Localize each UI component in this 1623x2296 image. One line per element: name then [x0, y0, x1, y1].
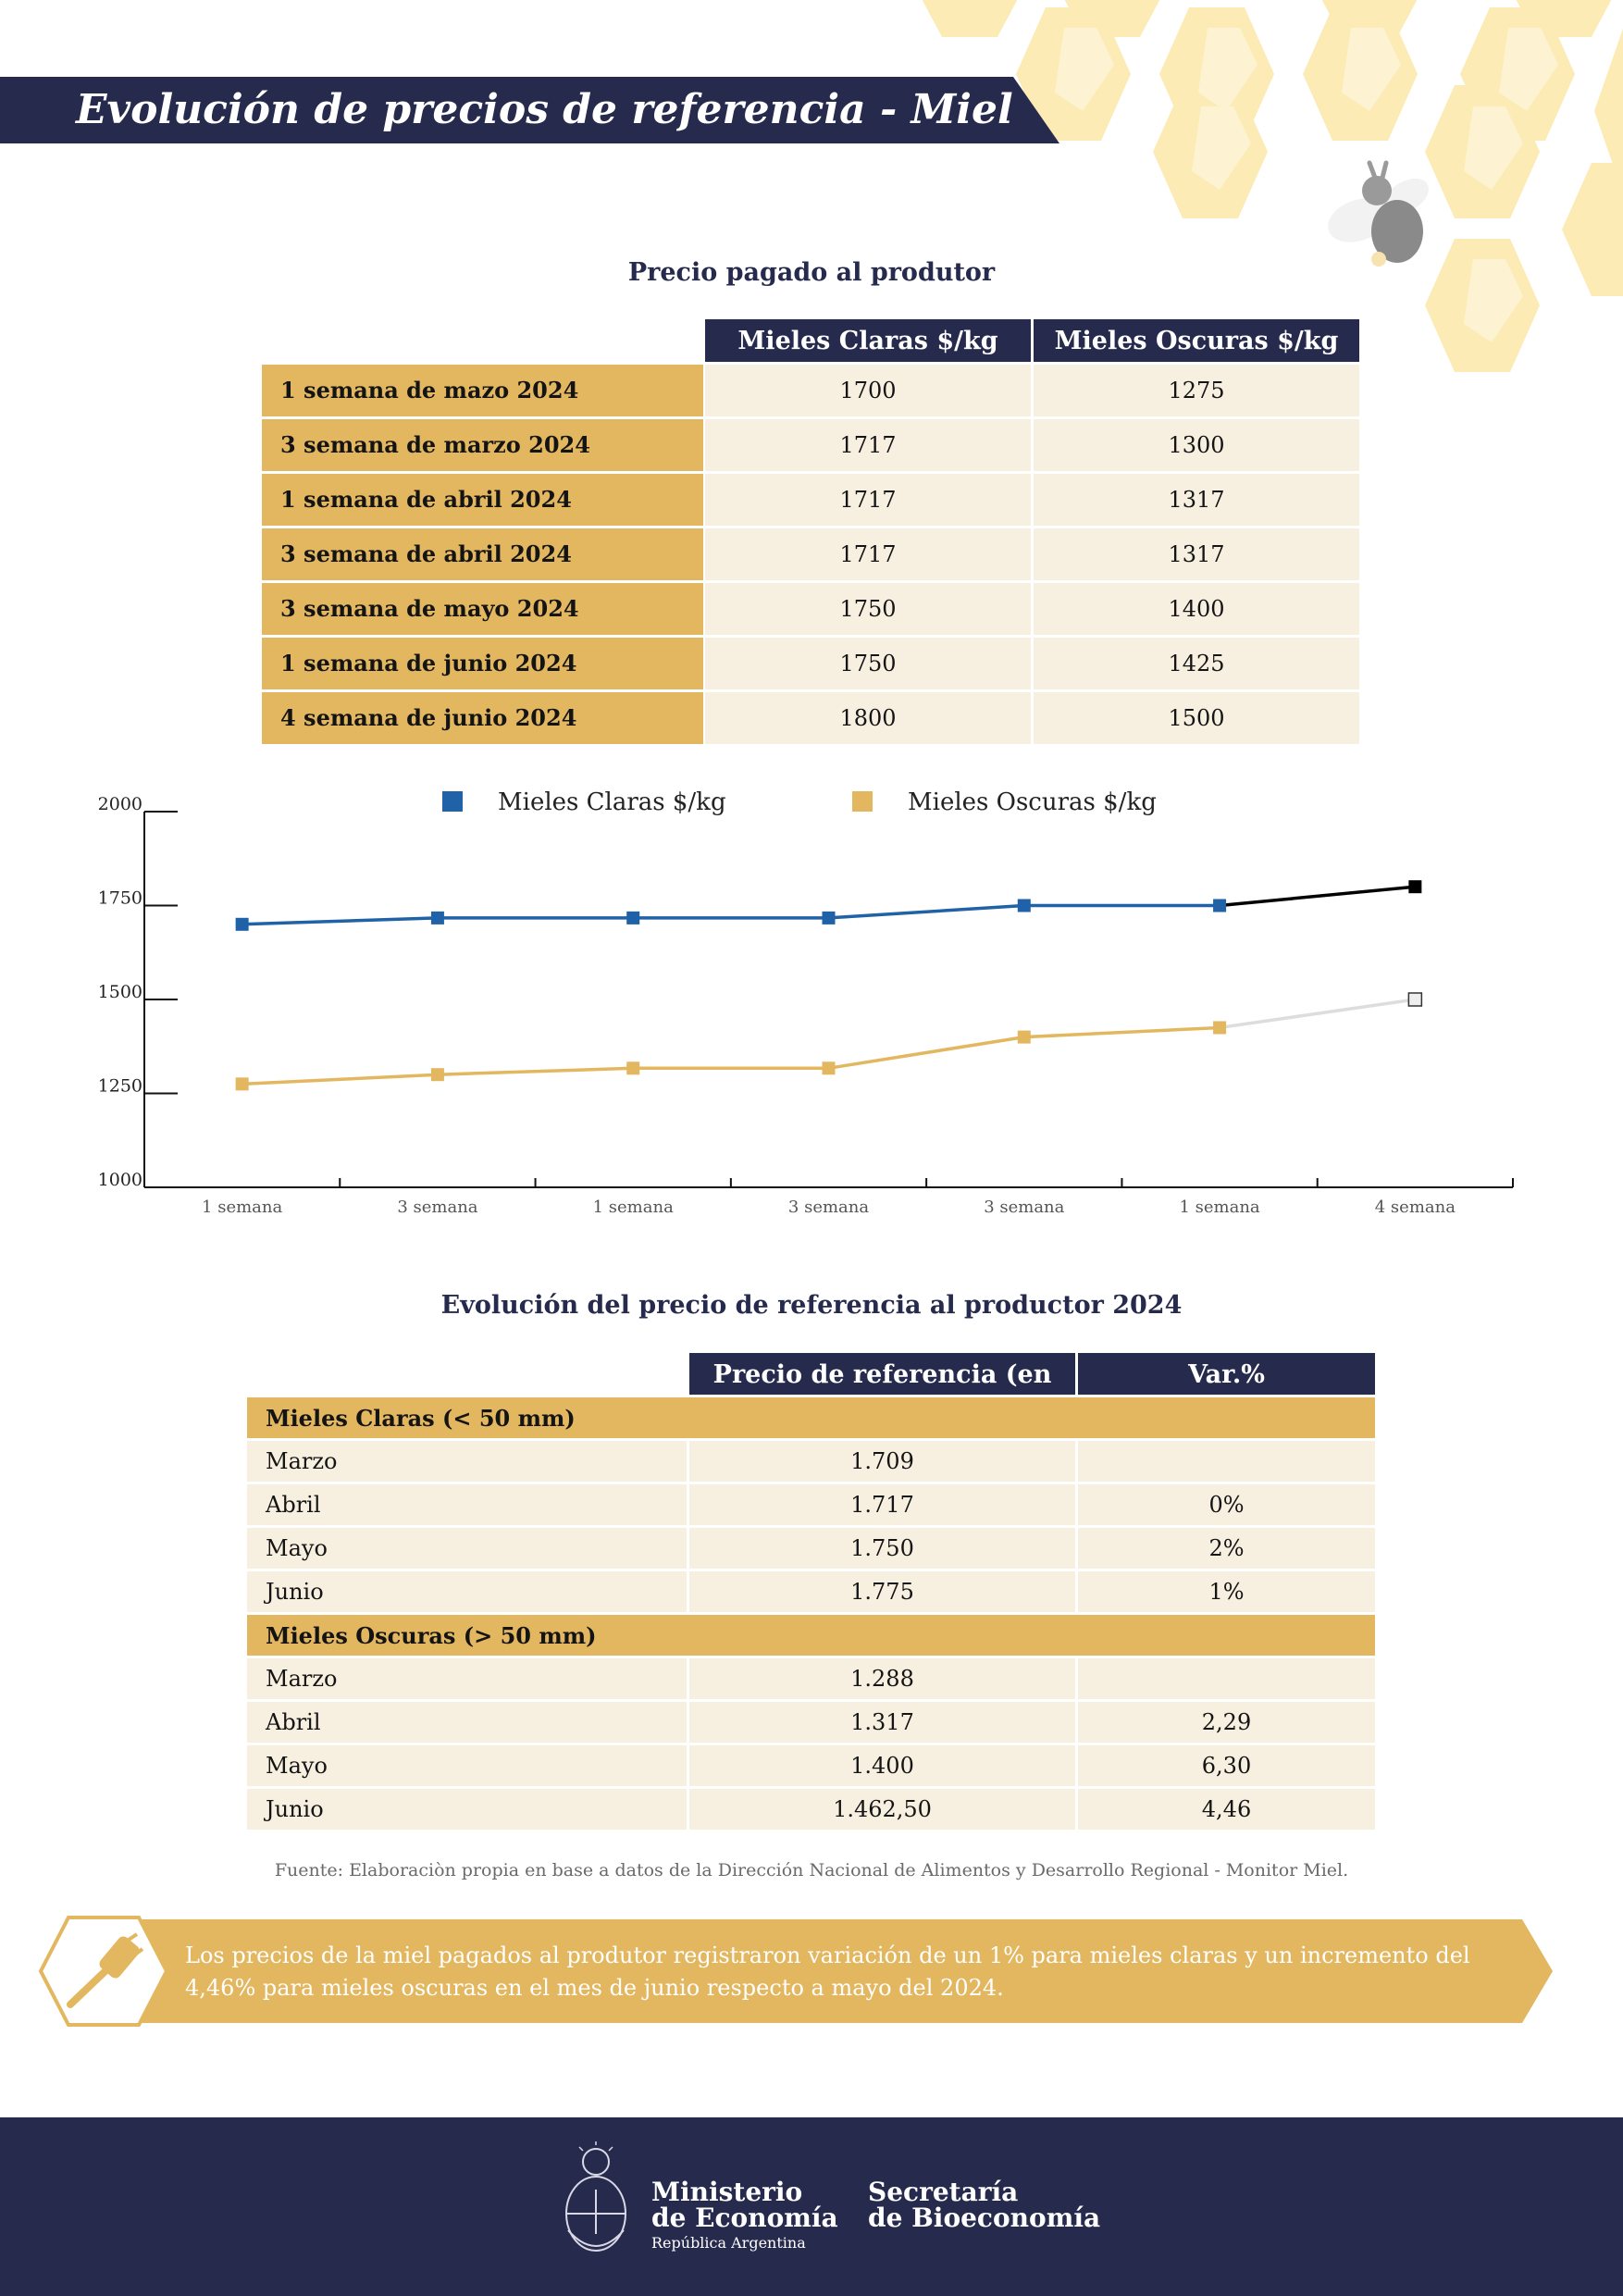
- data-point: [236, 1077, 249, 1090]
- x-tick-label: 3 semana: [984, 1198, 1065, 1217]
- row-label: 1 semana de abril 2024: [262, 474, 703, 526]
- col-header-claras: Mieles Claras $/kg: [705, 319, 1031, 362]
- y-tick-label: 1500: [97, 982, 142, 1002]
- data-point: [431, 912, 444, 925]
- price-cell: 1.775: [689, 1571, 1075, 1612]
- month-cell: Marzo: [247, 1441, 687, 1482]
- cell-claras: 1750: [705, 583, 1031, 635]
- x-tick-label: 3 semana: [787, 1198, 870, 1217]
- month-cell: Junio: [247, 1571, 687, 1612]
- row-label: 1 semana de junio 2024: [262, 638, 703, 689]
- country-name: República Argentina: [651, 2234, 806, 2252]
- row-label: 1 semana de mazo 2024: [262, 365, 703, 416]
- y-tick-label: 1250: [97, 1075, 142, 1097]
- legend-swatch: [852, 791, 873, 812]
- x-tick-label: 1 semana: [1179, 1198, 1260, 1217]
- cell-oscuras: 1317: [1034, 528, 1359, 580]
- data-point: [823, 1061, 836, 1074]
- row-label: 3 semana de marzo 2024: [262, 419, 703, 471]
- series-line: [242, 906, 1220, 925]
- data-point: [1408, 880, 1421, 893]
- cell-oscuras: 1275: [1034, 365, 1359, 416]
- var-cell: [1078, 1658, 1375, 1699]
- cell-oscuras: 1317: [1034, 474, 1359, 526]
- x-tick-label: 1 semana: [592, 1198, 674, 1217]
- col-header-oscuras: Mieles Oscuras $/kg: [1034, 319, 1359, 362]
- month-cell: Marzo: [247, 1658, 687, 1699]
- data-point: [236, 918, 249, 931]
- data-point: [431, 1068, 444, 1081]
- cell-oscuras: 1300: [1034, 419, 1359, 471]
- price-cell: 1.400: [689, 1745, 1075, 1786]
- series-line-final: [1220, 887, 1415, 905]
- data-point: [1018, 900, 1031, 912]
- month-cell: Abril: [247, 1484, 687, 1525]
- price-cell: 1.709: [689, 1441, 1075, 1482]
- data-point: [1018, 1031, 1031, 1044]
- var-cell: 2%: [1078, 1528, 1375, 1569]
- month-cell: Junio: [247, 1789, 687, 1830]
- var-cell: [1078, 1441, 1375, 1482]
- price-cell: 1.717: [689, 1484, 1075, 1525]
- col-header-var: Var.%: [1078, 1353, 1375, 1395]
- legend-label: Mieles Claras $/kg: [498, 788, 726, 816]
- row-label: 3 semana de mayo 2024: [262, 583, 703, 635]
- data-point: [1213, 1021, 1226, 1034]
- data-point: [1213, 900, 1226, 912]
- cell-claras: 1717: [705, 419, 1031, 471]
- y-tick-label: 2000: [97, 794, 142, 814]
- ministry-line-2: de Economía: [651, 2203, 838, 2233]
- group-header-claras: Mieles Claras (< 50 mm): [247, 1397, 1375, 1438]
- month-cell: Mayo: [247, 1745, 687, 1786]
- data-point: [823, 912, 836, 925]
- x-tick-label: 3 semana: [397, 1198, 478, 1217]
- row-label: 3 semana de abril 2024: [262, 528, 703, 580]
- data-point: [1408, 993, 1421, 1006]
- var-cell: 2,29: [1078, 1702, 1375, 1743]
- var-cell: 6,30: [1078, 1745, 1375, 1786]
- month-cell: Abril: [247, 1702, 687, 1743]
- price-cell: 1.317: [689, 1702, 1075, 1743]
- cell-oscuras: 1400: [1034, 583, 1359, 635]
- cell-oscuras: 1500: [1034, 692, 1359, 744]
- callout-text: Los precios de la miel pagados al produtor registraron variación de un 1% para mieles claras y un incremento del 4,46% para mieles oscuras en el mes de junio respecto a mayo del 2024.: [185, 1942, 1470, 2001]
- ministry-line-1: Ministerio: [651, 2177, 803, 2207]
- data-point: [626, 1061, 639, 1074]
- col-header-price: Precio de referencia (en: [689, 1353, 1075, 1395]
- data-point: [626, 912, 639, 925]
- cell-claras: 1700: [705, 365, 1031, 416]
- cell-claras: 1750: [705, 638, 1031, 689]
- cell-claras: 1800: [705, 692, 1031, 744]
- x-tick-label: 4 semana: [1374, 1198, 1456, 1217]
- legend-label: Mieles Oscuras $/kg: [908, 788, 1157, 816]
- secretariat-line-1: Secretaría: [868, 2177, 1019, 2207]
- cell-oscuras: 1425: [1034, 638, 1359, 689]
- var-cell: 0%: [1078, 1484, 1375, 1525]
- price-cell: 1.462,50: [689, 1789, 1075, 1830]
- group-header-oscuras: Mieles Oscuras (> 50 mm): [247, 1615, 1375, 1656]
- row-label: 4 semana de junio 2024: [262, 692, 703, 744]
- price-cell: 1.288: [689, 1658, 1075, 1699]
- y-tick-label: 1000: [97, 1170, 142, 1190]
- source-note: Fuente: Elaboraciòn propia en base a datos de la Dirección Nacional de Alimentos y Desarrollo Regional - Monitor Miel.: [274, 1860, 1349, 1880]
- series-line: [242, 1027, 1220, 1084]
- legend-swatch: [442, 791, 463, 812]
- month-cell: Mayo: [247, 1528, 687, 1569]
- cell-claras: 1717: [705, 474, 1031, 526]
- secretariat-line-2: de Bioeconomía: [868, 2203, 1101, 2233]
- national-coat-of-arms-icon: [557, 2141, 635, 2265]
- x-tick-label: 1 semana: [202, 1198, 283, 1217]
- price-line-chart: [83, 777, 1545, 1222]
- producer-price-title: Precio pagado al produtor: [627, 258, 996, 287]
- price-cell: 1.750: [689, 1528, 1075, 1569]
- series-line-final: [1220, 999, 1415, 1027]
- y-tick-label: 1750: [97, 887, 142, 909]
- page-title: Evolución de precios de referencia - Miel: [76, 86, 1013, 133]
- cell-claras: 1717: [705, 528, 1031, 580]
- reference-price-title: Evolución del precio de referencia al productor 2024: [440, 1291, 1183, 1320]
- var-cell: 4,46: [1078, 1789, 1375, 1830]
- var-cell: 1%: [1078, 1571, 1375, 1612]
